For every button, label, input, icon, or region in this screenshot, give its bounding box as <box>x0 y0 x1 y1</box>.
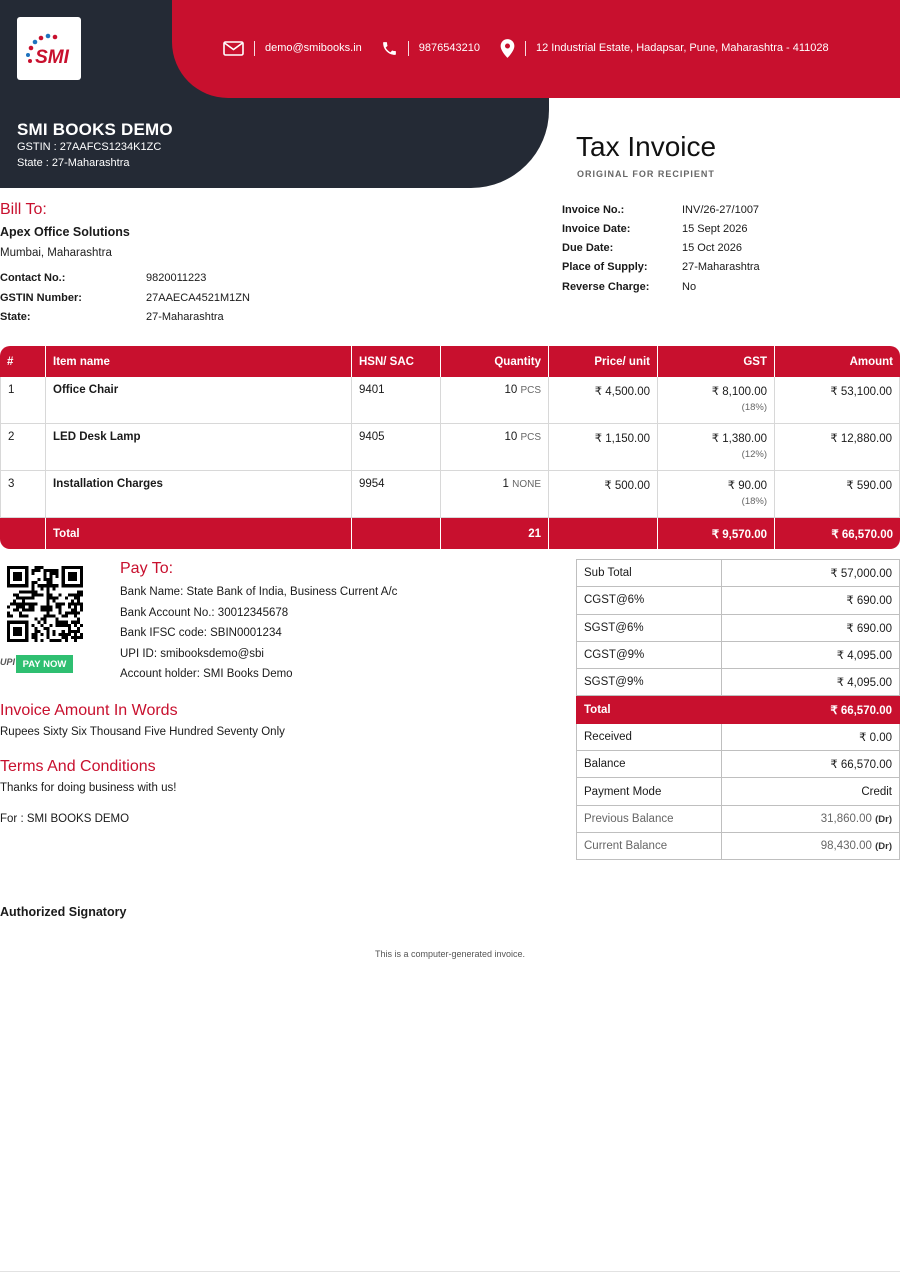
quantity-value: 10 <box>504 431 518 443</box>
summary-value: ₹ 4,095.00 <box>721 669 899 696</box>
due-date-value: 15 Oct 2026 <box>682 242 742 254</box>
client-state-value: 27-Maharashtra <box>146 311 224 323</box>
place-of-supply-label: Place of Supply: <box>562 261 648 273</box>
summary-label: Received <box>577 723 722 750</box>
terms-heading: Terms And Conditions <box>0 758 156 775</box>
previous-balance-value: 31,860.00 <box>820 812 872 825</box>
summary-row <box>577 805 900 832</box>
summary-label: Previous Balance <box>577 805 722 832</box>
mail-icon <box>223 41 244 56</box>
summary-label: Total <box>577 696 722 723</box>
upi-label: UPI <box>0 657 16 667</box>
summary-row <box>577 669 900 696</box>
authorized-signatory: Authorized Signatory <box>0 905 127 919</box>
page-divider <box>0 1271 900 1272</box>
client-gstin-value: 27AAECA4521M1ZN <box>146 292 250 304</box>
summary-row <box>577 751 900 778</box>
client-gstin-label: GSTIN Number: <box>0 292 82 304</box>
quantity-value: 1 <box>502 478 509 490</box>
company-name: SMI BOOKS DEMO <box>17 120 173 139</box>
summary-value: ₹ 66,570.00 <box>721 751 899 778</box>
column-header: Price/ unit <box>549 346 658 377</box>
summary-value: ₹ 66,570.00 <box>721 696 899 723</box>
summary-label: SGST@9% <box>577 669 722 696</box>
for-company: For : SMI BOOKS DEMO <box>0 813 130 825</box>
summary-row <box>577 832 900 859</box>
divider <box>408 41 409 56</box>
item-gst <box>658 424 775 471</box>
summary-value: Credit <box>721 778 899 805</box>
item-number: 1 <box>0 377 46 424</box>
item-name: Office Chair <box>46 377 352 424</box>
table-row <box>0 377 900 424</box>
item-gst <box>658 471 775 518</box>
total-amount: ₹ 66,570.00 <box>775 518 900 549</box>
summary-value <box>721 805 899 832</box>
debit-tag: (Dr) <box>875 841 892 853</box>
summary-row <box>577 723 900 750</box>
divider <box>254 41 255 56</box>
current-balance-value: 98,430.00 <box>820 840 872 853</box>
items-total-row <box>0 518 900 549</box>
items-header-row <box>0 346 900 377</box>
invoice-number-value: INV/26-27/1007 <box>682 204 760 216</box>
item-amount: ₹ 53,100.00 <box>775 377 900 424</box>
item-name: Installation Charges <box>46 471 352 518</box>
item-amount: ₹ 590.00 <box>775 471 900 518</box>
summary-total-row <box>577 696 900 723</box>
client-state-label: State: <box>0 311 31 323</box>
quantity-unit: NONE <box>512 479 541 490</box>
invoice-date-value: 15 Sept 2026 <box>682 223 748 235</box>
summary-label: CGST@9% <box>577 641 722 668</box>
item-price: ₹ 500.00 <box>549 471 658 518</box>
summary-value: ₹ 0.00 <box>721 723 899 750</box>
item-amount: ₹ 12,880.00 <box>775 424 900 471</box>
summary-value: ₹ 4,095.00 <box>721 641 899 668</box>
item-hsn: 9405 <box>352 424 441 471</box>
due-date-label: Due Date: <box>562 242 614 254</box>
column-header: Item name <box>46 346 352 377</box>
summary-row <box>577 778 900 805</box>
item-price: ₹ 4,500.00 <box>549 377 658 424</box>
total-quantity: 21 <box>441 518 549 549</box>
pay-now-button[interactable]: PAY NOW <box>16 655 73 673</box>
footer-note: This is a computer-generated invoice. <box>374 949 526 959</box>
item-gst <box>658 377 775 424</box>
reverse-charge-label: Reverse Charge: <box>562 281 650 293</box>
document-title: Tax Invoice <box>576 131 717 162</box>
debit-tag: (Dr) <box>875 813 892 825</box>
logo-text: SMI <box>35 46 69 68</box>
company-address: 12 Industrial Estate, Hadapsar, Pune, Maharashtra - 411028 <box>535 42 829 54</box>
total-gst: ₹ 9,570.00 <box>658 518 775 549</box>
summary-value: ₹ 57,000.00 <box>721 560 899 587</box>
amount-in-words-heading: Invoice Amount In Words <box>0 702 178 719</box>
summary-label: Balance <box>577 751 722 778</box>
summary-value <box>721 832 899 859</box>
gst-value: ₹ 1,380.00 <box>711 433 767 445</box>
item-price: ₹ 1,150.00 <box>549 424 658 471</box>
document-subtitle: ORIGINAL FOR RECIPIENT <box>577 169 715 179</box>
table-row <box>0 424 900 471</box>
summary-row <box>577 614 900 641</box>
item-quantity <box>441 377 549 424</box>
summary-table <box>576 559 900 860</box>
table-row <box>0 471 900 518</box>
summary-label: Current Balance <box>577 832 722 859</box>
bill-to-heading: Bill To: <box>0 201 47 218</box>
summary-value: ₹ 690.00 <box>721 614 899 641</box>
quantity-unit: PCS <box>520 432 541 443</box>
place-of-supply-value: 27-Maharashtra <box>682 261 760 273</box>
summary-row <box>577 560 900 587</box>
client-city: Mumbai, Maharashtra <box>0 247 112 259</box>
client-contact-value: 9820011223 <box>146 272 207 284</box>
summary-value: ₹ 690.00 <box>721 587 899 614</box>
summary-row <box>577 587 900 614</box>
bank-ifsc: Bank IFSC code: SBIN0001234 <box>120 627 282 639</box>
amount-in-words: Rupees Sixty Six Thousand Five Hundred Seventy Only <box>0 726 285 738</box>
item-hsn: 9401 <box>352 377 441 424</box>
account-holder: Account holder: SMI Books Demo <box>120 668 293 680</box>
item-quantity <box>441 471 549 518</box>
total-label: Total <box>46 518 352 549</box>
terms-text: Thanks for doing business with us! <box>0 782 177 794</box>
bank-account: Bank Account No.: 30012345678 <box>120 607 289 619</box>
company-phone[interactable]: 9876543210 <box>418 42 480 54</box>
pay-to-heading: Pay To: <box>120 560 174 577</box>
column-header: GST <box>658 346 775 377</box>
gst-value: ₹ 90.00 <box>727 480 767 492</box>
column-header: # <box>0 346 46 377</box>
gst-percent: (12%) <box>741 449 767 460</box>
summary-label: Sub Total <box>577 560 722 587</box>
summary-label: SGST@6% <box>577 614 722 641</box>
invoice-date-label: Invoice Date: <box>562 223 631 235</box>
item-quantity <box>441 424 549 471</box>
client-name: Apex Office Solutions <box>0 225 130 239</box>
gst-percent: (18%) <box>741 496 767 507</box>
quantity-value: 10 <box>504 384 518 396</box>
item-name: LED Desk Lamp <box>46 424 352 471</box>
invoice-number-label: Invoice No.: <box>562 204 625 216</box>
location-pin-icon <box>500 39 515 58</box>
item-number: 3 <box>0 471 46 518</box>
client-contact-label: Contact No.: <box>0 272 66 284</box>
reverse-charge-value: No <box>682 281 697 293</box>
quantity-unit: PCS <box>520 385 541 396</box>
total-empty-cell <box>352 518 441 549</box>
summary-label: CGST@6% <box>577 587 722 614</box>
gst-percent: (18%) <box>741 402 767 413</box>
total-empty-cell <box>0 518 46 549</box>
company-gstin: GSTIN : 27AAFCS1234K1ZC <box>17 141 162 153</box>
item-number: 2 <box>0 424 46 471</box>
phone-icon <box>381 40 398 57</box>
items-table <box>0 346 900 549</box>
upi-id: UPI ID: smibooksdemo@sbi <box>120 648 264 660</box>
total-empty-cell <box>549 518 658 549</box>
bank-name: Bank Name: State Bank of India, Business Current A/c <box>120 586 398 598</box>
divider <box>525 41 526 56</box>
column-header: Quantity <box>441 346 549 377</box>
contact-row <box>223 37 829 59</box>
company-state: State : 27-Maharashtra <box>17 157 130 169</box>
company-logo <box>17 17 81 80</box>
summary-row <box>577 641 900 668</box>
summary-label: Payment Mode <box>577 778 722 805</box>
company-email[interactable]: demo@smibooks.in <box>265 42 362 54</box>
column-header: HSN/ SAC <box>352 346 441 377</box>
item-hsn: 9954 <box>352 471 441 518</box>
upi-qr-code[interactable] <box>7 566 83 642</box>
gst-value: ₹ 8,100.00 <box>711 386 767 398</box>
column-header: Amount <box>775 346 900 377</box>
